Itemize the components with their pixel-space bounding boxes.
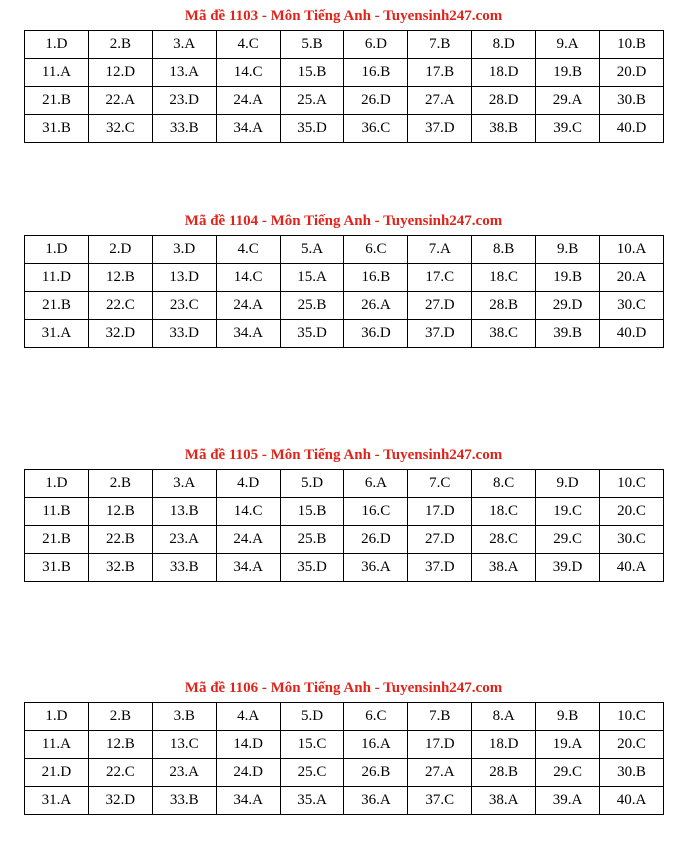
answer-cell: 17.C xyxy=(408,264,472,292)
answer-cell: 36.C xyxy=(344,115,408,143)
answer-cell: 39.B xyxy=(536,320,600,348)
answer-cell: 33.D xyxy=(152,320,216,348)
answer-cell: 10.C xyxy=(600,703,664,731)
answer-cell: 5.D xyxy=(280,703,344,731)
answer-cell: 9.B xyxy=(536,703,600,731)
answer-cell: 36.A xyxy=(344,554,408,582)
answer-cell: 17.D xyxy=(408,731,472,759)
answer-cell: 1.D xyxy=(25,470,89,498)
answer-table-block xyxy=(24,469,664,582)
answer-cell: 29.A xyxy=(536,87,600,115)
answer-cell: 34.A xyxy=(216,320,280,348)
answer-cell: 22.C xyxy=(88,759,152,787)
answer-cell: 14.D xyxy=(216,731,280,759)
answer-cell: 37.C xyxy=(408,787,472,815)
answer-cell: 35.D xyxy=(280,554,344,582)
answer-cell: 10.C xyxy=(600,470,664,498)
answer-cell: 25.A xyxy=(280,87,344,115)
answer-cell: 8.D xyxy=(472,31,536,59)
answer-cell: 23.D xyxy=(152,87,216,115)
answer-cell: 24.A xyxy=(216,526,280,554)
answer-cell: 39.A xyxy=(536,787,600,815)
answer-cell: 2.D xyxy=(88,236,152,264)
answer-cell: 21.D xyxy=(25,759,89,787)
answer-table-block xyxy=(24,702,664,815)
answer-cell: 32.C xyxy=(88,115,152,143)
answer-cell: 37.D xyxy=(408,320,472,348)
answer-cell: 34.A xyxy=(216,115,280,143)
answer-cell: 18.D xyxy=(472,731,536,759)
answer-cell: 33.B xyxy=(152,115,216,143)
answer-cell: 13.B xyxy=(152,498,216,526)
answer-cell: 28.B xyxy=(472,759,536,787)
answer-cell: 4.C xyxy=(216,31,280,59)
answer-cell: 6.C xyxy=(344,703,408,731)
answer-cell: 39.D xyxy=(536,554,600,582)
table-row xyxy=(25,31,664,59)
answer-cell: 28.B xyxy=(472,292,536,320)
answer-cell: 8.C xyxy=(472,470,536,498)
answer-cell: 40.A xyxy=(600,787,664,815)
table-row xyxy=(25,498,664,526)
answer-cell: 40.D xyxy=(600,115,664,143)
answer-cell: 25.B xyxy=(280,526,344,554)
table-row xyxy=(25,526,664,554)
answer-cell: 9.A xyxy=(536,31,600,59)
answer-cell: 37.D xyxy=(408,554,472,582)
table-row xyxy=(25,787,664,815)
answer-cell: 12.B xyxy=(88,498,152,526)
answer-cell: 22.A xyxy=(88,87,152,115)
answer-cell: 30.B xyxy=(600,759,664,787)
answer-cell: 12.B xyxy=(88,264,152,292)
answer-cell: 20.C xyxy=(600,731,664,759)
answer-cell: 40.D xyxy=(600,320,664,348)
answer-cell: 24.A xyxy=(216,87,280,115)
answer-cell: 26.D xyxy=(344,526,408,554)
table-row xyxy=(25,320,664,348)
answer-cell: 17.D xyxy=(408,498,472,526)
answer-cell: 24.A xyxy=(216,292,280,320)
answer-cell: 7.B xyxy=(408,31,472,59)
answer-cell: 31.A xyxy=(25,320,89,348)
answer-cell: 10.A xyxy=(600,236,664,264)
answer-cell: 36.D xyxy=(344,320,408,348)
answer-cell: 22.C xyxy=(88,292,152,320)
answer-cell: 14.C xyxy=(216,59,280,87)
answer-cell: 31.A xyxy=(25,787,89,815)
answer-cell: 34.A xyxy=(216,787,280,815)
answer-cell: 11.D xyxy=(25,264,89,292)
table-row xyxy=(25,731,664,759)
answer-cell: 2.B xyxy=(88,703,152,731)
table-row xyxy=(25,554,664,582)
table-row xyxy=(25,236,664,264)
answer-cell: 15.C xyxy=(280,731,344,759)
answer-cell: 6.D xyxy=(344,31,408,59)
answer-cell: 19.A xyxy=(536,731,600,759)
answer-cell: 6.C xyxy=(344,236,408,264)
answer-cell: 36.A xyxy=(344,787,408,815)
answer-cell: 25.C xyxy=(280,759,344,787)
answer-cell: 20.D xyxy=(600,59,664,87)
answer-table xyxy=(24,469,664,582)
answer-cell: 4.C xyxy=(216,236,280,264)
answer-table xyxy=(24,30,664,143)
answer-cell: 9.D xyxy=(536,470,600,498)
answer-cell: 16.B xyxy=(344,264,408,292)
answer-cell: 15.B xyxy=(280,498,344,526)
answer-table xyxy=(24,235,664,348)
answer-cell: 16.A xyxy=(344,731,408,759)
answer-cell: 35.D xyxy=(280,115,344,143)
answer-cell: 16.C xyxy=(344,498,408,526)
answer-cell: 25.B xyxy=(280,292,344,320)
section-title: Mã đề 1105 - Môn Tiếng Anh - Tuyensinh247.com xyxy=(184,447,503,463)
answer-cell: 7.C xyxy=(408,470,472,498)
answer-cell: 12.D xyxy=(88,59,152,87)
answer-cell: 3.B xyxy=(152,703,216,731)
table-row xyxy=(25,292,664,320)
answer-cell: 11.A xyxy=(25,59,89,87)
answer-cell: 33.B xyxy=(152,787,216,815)
section-title: Mã đề 1104 - Môn Tiếng Anh - Tuyensinh247.com xyxy=(184,213,503,229)
answer-cell: 30.B xyxy=(600,87,664,115)
answer-cell: 29.C xyxy=(536,759,600,787)
answer-cell: 32.D xyxy=(88,320,152,348)
answer-cell: 11.B xyxy=(25,498,89,526)
answer-cell: 14.C xyxy=(216,264,280,292)
section-title: Mã đề 1106 - Môn Tiếng Anh - Tuyensinh247.com xyxy=(184,680,503,696)
answer-cell: 7.A xyxy=(408,236,472,264)
answer-cell: 27.D xyxy=(408,526,472,554)
answer-cell: 21.B xyxy=(25,526,89,554)
answer-cell: 5.B xyxy=(280,31,344,59)
answer-cell: 27.A xyxy=(408,87,472,115)
answer-cell: 18.D xyxy=(472,59,536,87)
answer-cell: 34.A xyxy=(216,554,280,582)
answer-cell: 18.C xyxy=(472,498,536,526)
answer-cell: 14.C xyxy=(216,498,280,526)
answer-cell: 2.B xyxy=(88,31,152,59)
answer-cell: 5.A xyxy=(280,236,344,264)
answer-cell: 29.D xyxy=(536,292,600,320)
answer-cell: 28.C xyxy=(472,526,536,554)
answer-cell: 19.C xyxy=(536,498,600,526)
answer-cell: 29.C xyxy=(536,526,600,554)
answer-cell: 27.A xyxy=(408,759,472,787)
answer-cell: 27.D xyxy=(408,292,472,320)
answer-cell: 35.D xyxy=(280,320,344,348)
answer-cell: 28.D xyxy=(472,87,536,115)
answer-cell: 3.D xyxy=(152,236,216,264)
answer-cell: 4.A xyxy=(216,703,280,731)
answer-cell: 39.C xyxy=(536,115,600,143)
answer-cell: 35.A xyxy=(280,787,344,815)
answer-cell: 18.C xyxy=(472,264,536,292)
answer-cell: 38.B xyxy=(472,115,536,143)
answer-cell: 1.D xyxy=(25,31,89,59)
answer-table-block xyxy=(24,30,664,143)
answer-cell: 33.B xyxy=(152,554,216,582)
answer-cell: 38.A xyxy=(472,554,536,582)
answer-cell: 5.D xyxy=(280,470,344,498)
answer-cell: 13.A xyxy=(152,59,216,87)
answer-cell: 20.C xyxy=(600,498,664,526)
answer-cell: 38.C xyxy=(472,320,536,348)
answer-cell: 26.D xyxy=(344,87,408,115)
answer-cell: 6.A xyxy=(344,470,408,498)
answer-cell: 30.C xyxy=(600,292,664,320)
table-row xyxy=(25,703,664,731)
answer-cell: 23.A xyxy=(152,526,216,554)
answer-cell: 22.B xyxy=(88,526,152,554)
table-row xyxy=(25,87,664,115)
table-row xyxy=(25,59,664,87)
answer-cell: 8.B xyxy=(472,236,536,264)
answer-cell: 23.A xyxy=(152,759,216,787)
answer-cell: 31.B xyxy=(25,554,89,582)
answer-cell: 40.A xyxy=(600,554,664,582)
table-row xyxy=(25,264,664,292)
answer-cell: 23.C xyxy=(152,292,216,320)
answer-cell: 17.B xyxy=(408,59,472,87)
answer-cell: 13.C xyxy=(152,731,216,759)
answer-cell: 4.D xyxy=(216,470,280,498)
answer-table xyxy=(24,702,664,815)
answer-cell: 2.B xyxy=(88,470,152,498)
answer-cell: 26.A xyxy=(344,292,408,320)
answer-cell: 1.D xyxy=(25,236,89,264)
table-row xyxy=(25,115,664,143)
answer-cell: 38.A xyxy=(472,787,536,815)
section-title: Mã đề 1103 - Môn Tiếng Anh - Tuyensinh247.com xyxy=(184,8,503,24)
answer-cell: 3.A xyxy=(152,31,216,59)
answer-cell: 10.B xyxy=(600,31,664,59)
answer-cell: 37.D xyxy=(408,115,472,143)
answer-cell: 1.D xyxy=(25,703,89,731)
answer-cell: 21.B xyxy=(25,87,89,115)
answer-cell: 19.B xyxy=(536,264,600,292)
answer-cell: 12.B xyxy=(88,731,152,759)
answer-cell: 13.D xyxy=(152,264,216,292)
table-row xyxy=(25,470,664,498)
answer-cell: 15.A xyxy=(280,264,344,292)
answer-cell: 26.B xyxy=(344,759,408,787)
answer-cell: 11.A xyxy=(25,731,89,759)
answer-cell: 19.B xyxy=(536,59,600,87)
answer-cell: 24.D xyxy=(216,759,280,787)
answer-cell: 31.B xyxy=(25,115,89,143)
answer-cell: 32.B xyxy=(88,554,152,582)
answer-cell: 15.B xyxy=(280,59,344,87)
answer-cell: 3.A xyxy=(152,470,216,498)
answer-cell: 20.A xyxy=(600,264,664,292)
table-row xyxy=(25,759,664,787)
answer-cell: 7.B xyxy=(408,703,472,731)
answer-cell: 16.B xyxy=(344,59,408,87)
answer-table-block xyxy=(24,235,664,348)
answer-cell: 32.D xyxy=(88,787,152,815)
answer-cell: 21.B xyxy=(25,292,89,320)
answer-cell: 8.A xyxy=(472,703,536,731)
answer-cell: 30.C xyxy=(600,526,664,554)
answer-cell: 9.B xyxy=(536,236,600,264)
